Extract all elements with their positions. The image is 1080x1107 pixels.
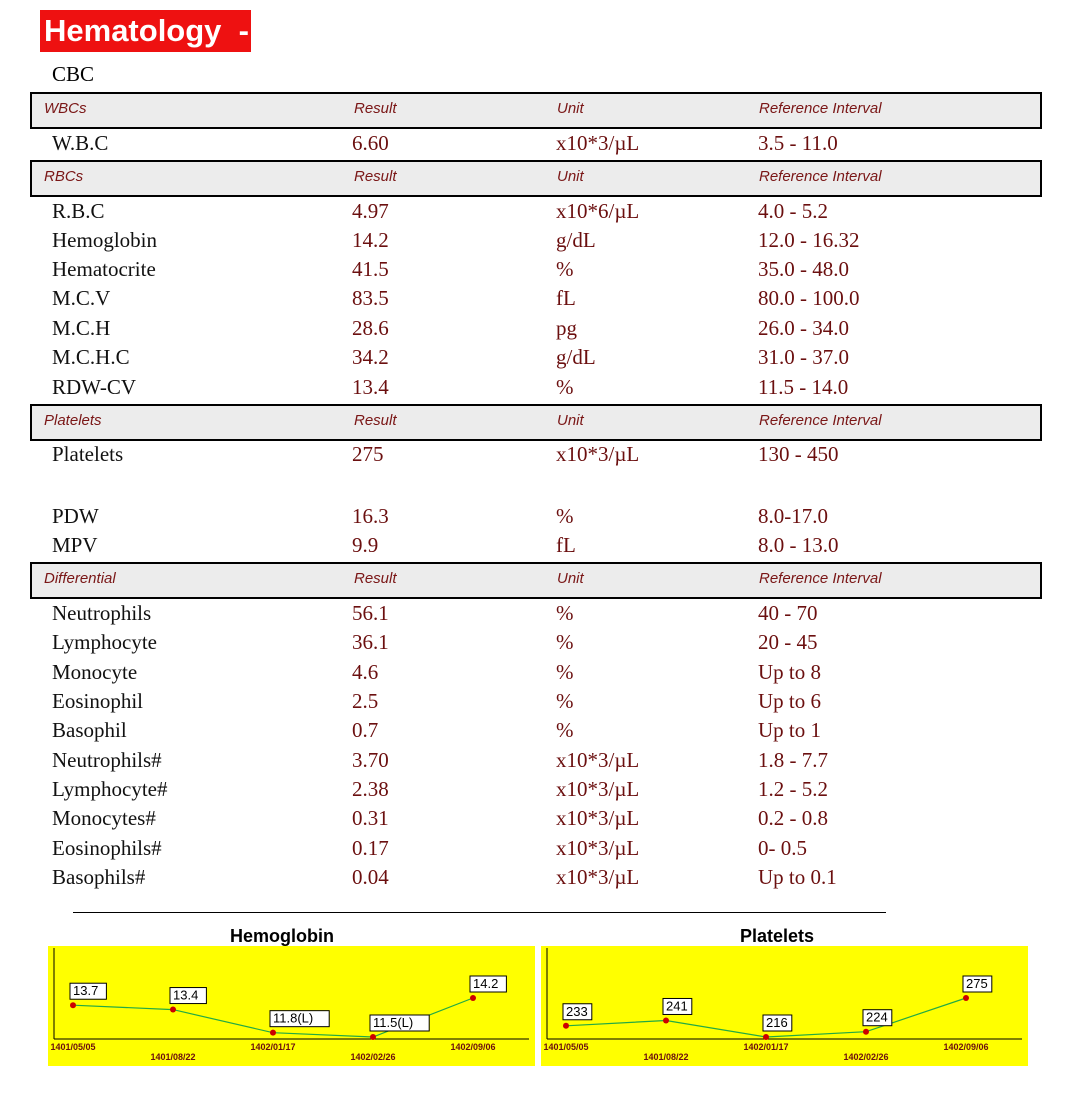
test-unit: x10*3/µL [556,865,640,889]
data-label: 11.5(L) [373,1015,414,1030]
table-row [0,689,1080,718]
reference-interval: 4.0 - 5.2 [758,199,828,223]
reference-interval: 40 - 70 [758,601,818,625]
group-name: Differential [44,570,116,587]
table-row [0,630,1080,659]
test-result: 2.38 [352,777,389,801]
test-unit: % [556,504,574,528]
reference-interval: Up to 8 [758,660,821,684]
data-label: 233 [566,1003,588,1019]
group-header-rbcs [30,160,1042,197]
reference-header: Reference Interval [759,168,882,185]
x-tick-label: 1401/08/22 [643,1052,689,1062]
test-result: 36.1 [352,630,389,654]
x-tick-label: 1402/09/06 [450,1042,496,1052]
reference-interval: Up to 6 [758,689,821,713]
reference-interval: 12.0 - 16.32 [758,228,860,252]
test-result: 4.6 [352,660,379,684]
test-unit: fL [556,533,576,557]
chart-title-platelets: Platelets [740,926,815,946]
reference-interval: 1.2 - 5.2 [758,777,828,801]
table-row [0,777,1080,806]
data-point [170,1007,176,1013]
data-point [470,995,476,1001]
section-title: CBC [52,62,95,86]
test-unit: x10*3/µL [556,806,640,830]
table-row [0,806,1080,835]
test-name: M.C.V [52,286,111,310]
test-name: MPV [52,533,98,557]
test-unit: x10*3/µL [556,836,640,860]
reference-interval: 3.5 - 11.0 [758,131,838,155]
data-point [270,1030,276,1036]
table-row [0,375,1080,404]
test-name: PDW [52,504,99,528]
platelets-chart [541,946,1028,1066]
group-name: RBCs [44,168,84,185]
test-result: 0.04 [352,865,389,889]
hemoglobin-chart [48,946,535,1066]
data-point [663,1017,669,1023]
test-result: 34.2 [352,345,389,369]
test-name: Neutrophils [52,601,152,625]
table-row [0,228,1080,257]
reference-interval: 35.0 - 48.0 [758,257,849,281]
reference-interval: 0.2 - 0.8 [758,806,828,830]
x-tick-label: 1401/05/05 [50,1042,96,1052]
data-point [70,1002,76,1008]
reference-header: Reference Interval [759,412,882,429]
result-header: Result [354,570,397,587]
test-result: 2.5 [352,689,379,713]
test-unit: % [556,601,574,625]
test-unit: x10*3/µL [556,748,640,772]
reference-interval: Up to 1 [758,718,821,742]
reference-interval: Up to 0.1 [758,865,837,889]
x-tick-label: 1402/02/26 [843,1052,889,1062]
table-row [0,442,1080,471]
test-result: 41.5 [352,257,389,281]
reference-interval: 26.0 - 34.0 [758,316,849,340]
group-header-differential [30,562,1042,599]
group-header-platelets [30,404,1042,441]
test-unit: % [556,630,574,654]
table-row [0,316,1080,345]
reference-interval: 1.8 - 7.7 [758,748,828,772]
table-row [0,345,1080,374]
test-unit: pg [556,316,577,340]
test-name: Hematocrite [52,257,156,281]
unit-header: Unit [557,100,584,117]
data-label: 13.7 [73,983,99,999]
test-name: Eosinophil [52,689,144,713]
reference-interval: 8.0-17.0 [758,504,828,528]
x-tick-label: 1401/05/05 [543,1042,589,1052]
test-name: RDW-CV [52,375,136,399]
test-name: M.C.H.C [52,345,130,369]
reference-interval: 8.0 - 13.0 [758,533,839,557]
test-unit: % [556,257,574,281]
page-title: Hematology - [40,10,251,52]
test-unit: % [556,660,574,684]
table-row [0,836,1080,865]
test-name: M.C.H [52,316,111,340]
data-point [863,1029,869,1035]
data-label: 14.2 [473,976,499,991]
data-label: 241 [666,998,688,1014]
table-row [0,601,1080,630]
test-name: R.B.C [52,199,105,223]
test-name: Basophil [52,718,127,742]
test-result: 0.31 [352,806,389,830]
table-row [0,257,1080,286]
test-result: 6.60 [352,131,389,155]
table-row [0,504,1080,533]
data-point [763,1034,769,1040]
x-tick-label: 1402/01/17 [743,1042,789,1052]
table-row [0,286,1080,315]
test-name: Basophils# [52,865,146,889]
group-header-wbcs [30,92,1042,129]
reference-header: Reference Interval [759,100,882,117]
test-name: W.B.C [52,131,109,155]
test-result: 0.17 [352,836,389,860]
reference-interval: 20 - 45 [758,630,818,654]
group-name: Platelets [44,412,102,429]
test-result: 0.7 [352,718,379,742]
test-name: Monocyte [52,660,138,684]
test-name: Eosinophils# [52,836,162,860]
data-point [370,1034,376,1040]
table-row [0,199,1080,228]
test-unit: x10*6/µL [556,199,640,223]
reference-interval: 31.0 - 37.0 [758,345,849,369]
chart-title-hemoglobin: Hemoglobin [230,926,334,946]
test-unit: x10*3/µL [556,131,640,155]
test-name: Lymphocyte [52,630,157,654]
x-tick-label: 1402/01/17 [250,1042,296,1052]
test-name: Platelets [52,442,124,466]
table-row [0,748,1080,777]
result-header: Result [354,100,397,117]
test-result: 13.4 [352,375,389,399]
table-row [0,533,1080,562]
test-result: 56.1 [352,601,389,625]
test-result: 14.2 [352,228,389,252]
divider [73,912,886,913]
x-tick-label: 1402/02/26 [350,1052,396,1062]
test-name: Lymphocyte# [52,777,168,801]
test-result: 16.3 [352,504,389,528]
test-unit: x10*3/µL [556,442,640,466]
table-row [0,131,1080,160]
result-header: Result [354,168,397,185]
data-label: 224 [866,1009,888,1025]
test-result: 9.9 [352,533,379,557]
table-row [0,865,1080,894]
test-unit: % [556,375,574,399]
data-point [963,995,969,1001]
data-point [563,1023,569,1029]
unit-header: Unit [557,168,584,185]
table-row [0,718,1080,747]
reference-interval: 11.5 - 14.0 [758,375,849,399]
reference-interval: 0- 0.5 [758,836,807,860]
data-label: 275 [966,976,988,991]
data-label: 216 [766,1015,788,1030]
x-tick-label: 1401/08/22 [150,1052,196,1062]
unit-header: Unit [557,412,584,429]
reference-interval: 130 - 450 [758,442,839,466]
test-unit: fL [556,286,576,310]
test-name: Hemoglobin [52,228,157,252]
data-label: 11.8(L) [273,1010,314,1026]
test-result: 3.70 [352,748,389,772]
test-unit: g/dL [556,228,596,252]
group-name: WBCs [44,100,87,117]
reference-header: Reference Interval [759,570,882,587]
reference-interval: 80.0 - 100.0 [758,286,860,310]
test-name: Monocytes# [52,806,156,830]
test-unit: x10*3/µL [556,777,640,801]
test-result: 275 [352,442,384,466]
test-unit: % [556,689,574,713]
unit-header: Unit [557,570,584,587]
test-result: 4.97 [352,199,389,223]
table-row [0,660,1080,689]
test-result: 83.5 [352,286,389,310]
test-name: Neutrophils# [52,748,162,772]
x-tick-label: 1402/09/06 [943,1042,989,1052]
test-unit: % [556,718,574,742]
result-header: Result [354,412,397,429]
test-result: 28.6 [352,316,389,340]
test-unit: g/dL [556,345,596,369]
data-label: 13.4 [173,987,199,1003]
